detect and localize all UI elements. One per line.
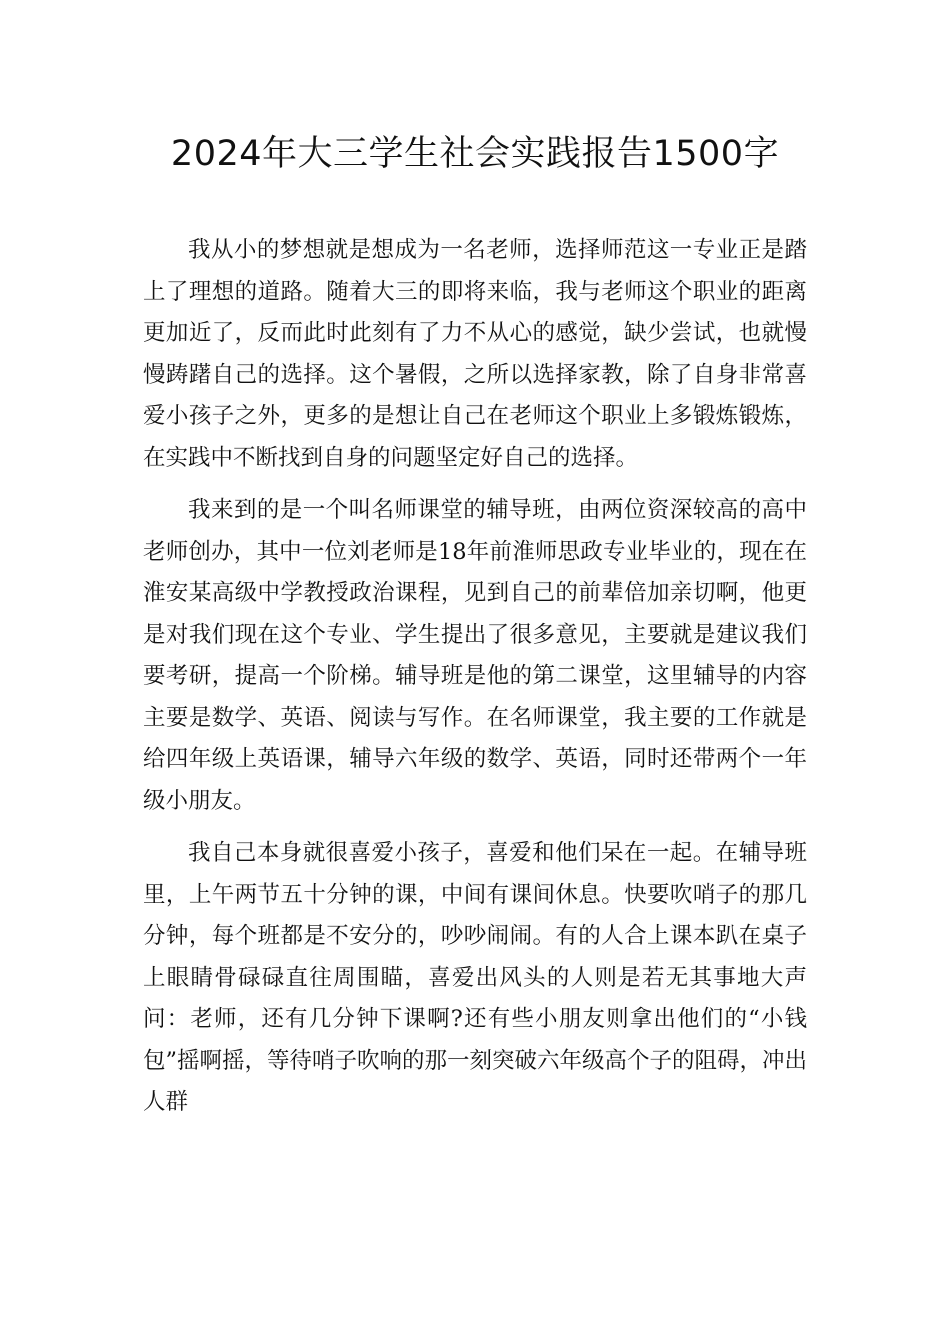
page-title: 2024年大三学生社会实践报告1500字 [170,134,780,174]
paragraph-3: 我自己本身就很喜爱小孩子，喜爱和他们呆在一起。在辅导班里，上午两节五十分钟的课，中间有课间休息。快要吹哨子的那几分钟，每个班都是不安分的，吵吵闹闹。有的人合上课本趴在桌子上眼睛骨碌碌直往周围瞄，喜爱出风头的人则是若无其事地大声问：老师，还有几分钟下课啊?还有些小朋友则拿出他们的“小钱包”摇啊摇，等待哨子吹响的那一刻突破六年级高个子的阻碍，冲出人群 [143,840,808,1115]
document-body [143,230,807,1135]
paragraph-2: 我来到的是一个叫名师课堂的辅导班，由两位资深较高的高中老师创办，其中一位刘老师是18年前淮师思政专业毕业的，现在在淮安某高级中学教授政治课程，见到自己的前辈倍加亲切啊，他更是对我们现在这个专业、学生提出了很多意见，主要就是建议我们要考研，提高一个阶梯。辅导班是他的第二课堂，这里辅导的内容主要是数学、英语、阅读与写作。在名师课堂，我主要的工作就是给四年级上英语课，辅导六年级的数学、英语，同时还带两个一年级小朋友。 [143,497,807,814]
paragraph-1: 我从小的梦想就是想成为一名老师，选择师范这一专业正是踏上了理想的道路。随着大三的即将来临，我与老师这个职业的距离更加近了，反而此时此刻有了力不从心的感觉，缺少尝试，也就慢慢踌躇自己的选择。这个暑假，之所以选择家教，除了自身非常喜爱小孩子之外，更多的是想让自己在老师这个职业上多锻炼锻炼，在实践中不断找到自身的问题坚定好自己的选择。 [143,237,807,471]
